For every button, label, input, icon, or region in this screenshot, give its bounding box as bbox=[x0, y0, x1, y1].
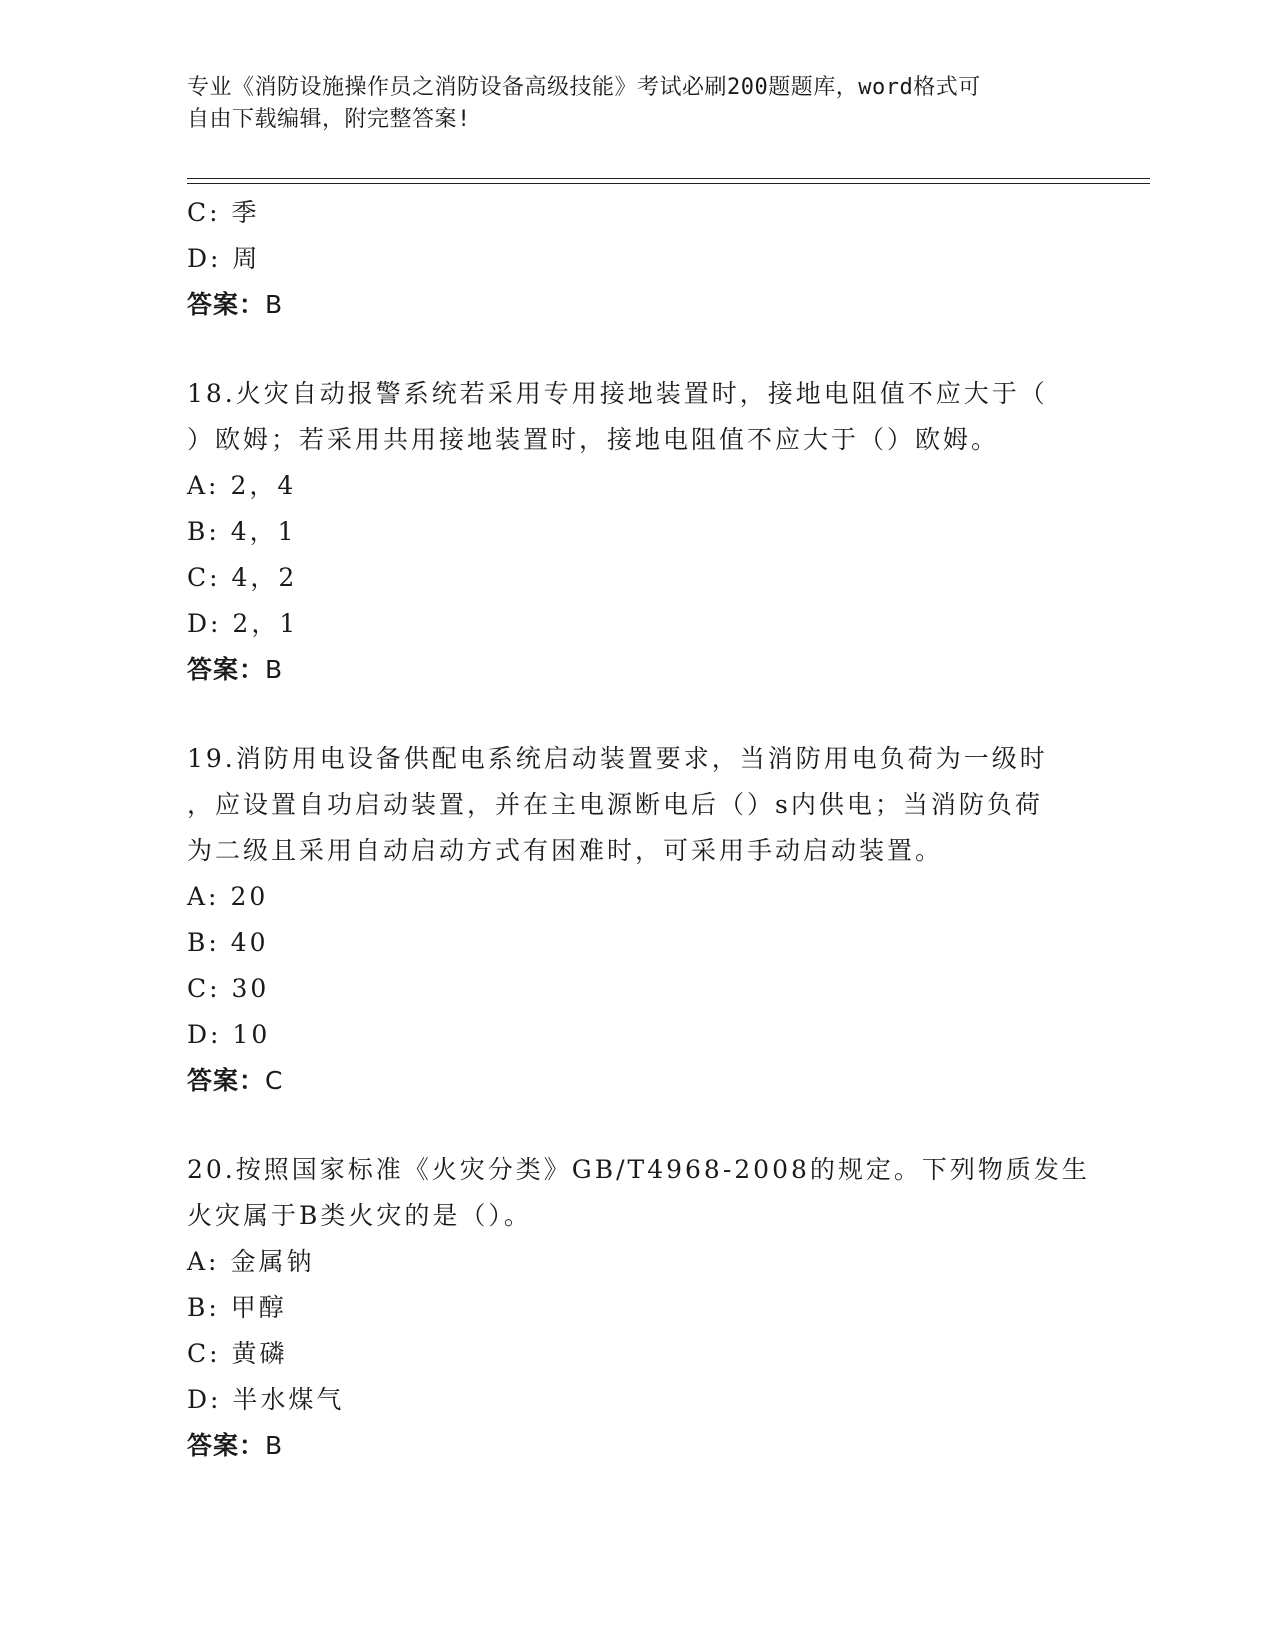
answer-line bbox=[187, 282, 1087, 328]
option-key: D: bbox=[187, 609, 222, 638]
question-text-line: 为二级且采用自动启动方式有困难时，可采用手动启动装置。 bbox=[187, 836, 944, 865]
question-text-line: ）欧姆；若采用共用接地装置时，接地电阻值不应大于（）欧姆。 bbox=[187, 425, 1000, 454]
option-text: 2，4 bbox=[230, 471, 297, 500]
option-key: D: bbox=[187, 1385, 222, 1414]
option-key: A: bbox=[187, 1247, 220, 1276]
option-line bbox=[187, 1331, 1087, 1377]
option-text: 甲醇 bbox=[230, 1293, 287, 1322]
option-line bbox=[187, 966, 1087, 1012]
option-text: 2，1 bbox=[232, 609, 299, 638]
option-key: C: bbox=[187, 1339, 221, 1368]
option-line bbox=[187, 874, 1087, 920]
option-line bbox=[187, 1285, 1087, 1331]
answer-line bbox=[187, 1423, 1087, 1469]
option-key: D: bbox=[187, 1020, 222, 1049]
answer-value: B bbox=[265, 655, 284, 684]
option-text: 季 bbox=[231, 198, 260, 227]
header-divider bbox=[187, 178, 1150, 179]
question-block bbox=[187, 371, 1087, 693]
header-divider bbox=[187, 183, 1150, 184]
answer-value: B bbox=[265, 1431, 284, 1460]
answer-label: 答案： bbox=[187, 1066, 266, 1095]
question-carryover bbox=[187, 190, 1087, 328]
option-line bbox=[187, 463, 1087, 509]
option-line bbox=[187, 236, 1087, 282]
option-line bbox=[187, 920, 1087, 966]
option-key: B: bbox=[187, 517, 220, 546]
option-text: 黄磷 bbox=[231, 1339, 288, 1368]
option-text: 周 bbox=[232, 244, 261, 273]
option-key: D: bbox=[187, 244, 222, 273]
option-line bbox=[187, 1377, 1087, 1423]
option-text: 40 bbox=[230, 928, 269, 957]
option-line bbox=[187, 509, 1087, 555]
answer-line bbox=[187, 1058, 1087, 1104]
document-header bbox=[187, 72, 1067, 136]
option-key: C: bbox=[187, 974, 221, 1003]
question-text-line: 20.按照国家标准《火灾分类》GB/T4968-2008的规定。下列物质发生 bbox=[187, 1155, 1090, 1184]
option-text: 4，1 bbox=[230, 517, 297, 546]
option-text: 20 bbox=[230, 882, 269, 911]
option-key: A: bbox=[187, 471, 220, 500]
option-text: 金属钠 bbox=[230, 1247, 315, 1276]
question-text-line: 18.火灾自动报警系统若采用专用接地装置时，接地电阻值不应大于（ bbox=[187, 379, 1048, 408]
option-text: 4，2 bbox=[231, 563, 298, 592]
option-key: B: bbox=[187, 1293, 220, 1322]
question-text-line: 19.消防用电设备供配电系统启动装置要求，当消防用电负荷为一级时 bbox=[187, 744, 1048, 773]
answer-label: 答案： bbox=[187, 655, 266, 684]
option-key: C: bbox=[187, 563, 221, 592]
option-text: 30 bbox=[231, 974, 270, 1003]
option-line bbox=[187, 190, 1087, 236]
answer-label: 答案： bbox=[187, 1431, 266, 1460]
question-text-line: 火灾属于B类火灾的是（）。 bbox=[187, 1201, 532, 1230]
question-block bbox=[187, 1147, 1090, 1469]
answer-line bbox=[187, 647, 1087, 693]
option-key: B: bbox=[187, 928, 220, 957]
option-line bbox=[187, 1239, 1087, 1285]
option-line bbox=[187, 601, 1087, 647]
option-line bbox=[187, 555, 1087, 601]
option-key: A: bbox=[187, 882, 220, 911]
option-text: 半水煤气 bbox=[232, 1385, 345, 1414]
answer-value: C bbox=[265, 1066, 284, 1095]
question-list bbox=[187, 190, 1090, 1469]
header-line: 专业《消防设施操作员之消防设备高级技能》考试必刷200题题库，word格式可 bbox=[187, 75, 981, 100]
question-block bbox=[187, 736, 1087, 1104]
option-text: 10 bbox=[232, 1020, 271, 1049]
answer-value: B bbox=[265, 290, 284, 319]
option-key: C: bbox=[187, 198, 221, 227]
header-line: 自由下载编辑，附完整答案! bbox=[187, 107, 471, 132]
question-text-line: ，应设置自功启动装置，并在主电源断电后（）s内供电；当消防负荷 bbox=[187, 790, 1043, 819]
answer-label: 答案： bbox=[187, 290, 266, 319]
option-line bbox=[187, 1012, 1087, 1058]
